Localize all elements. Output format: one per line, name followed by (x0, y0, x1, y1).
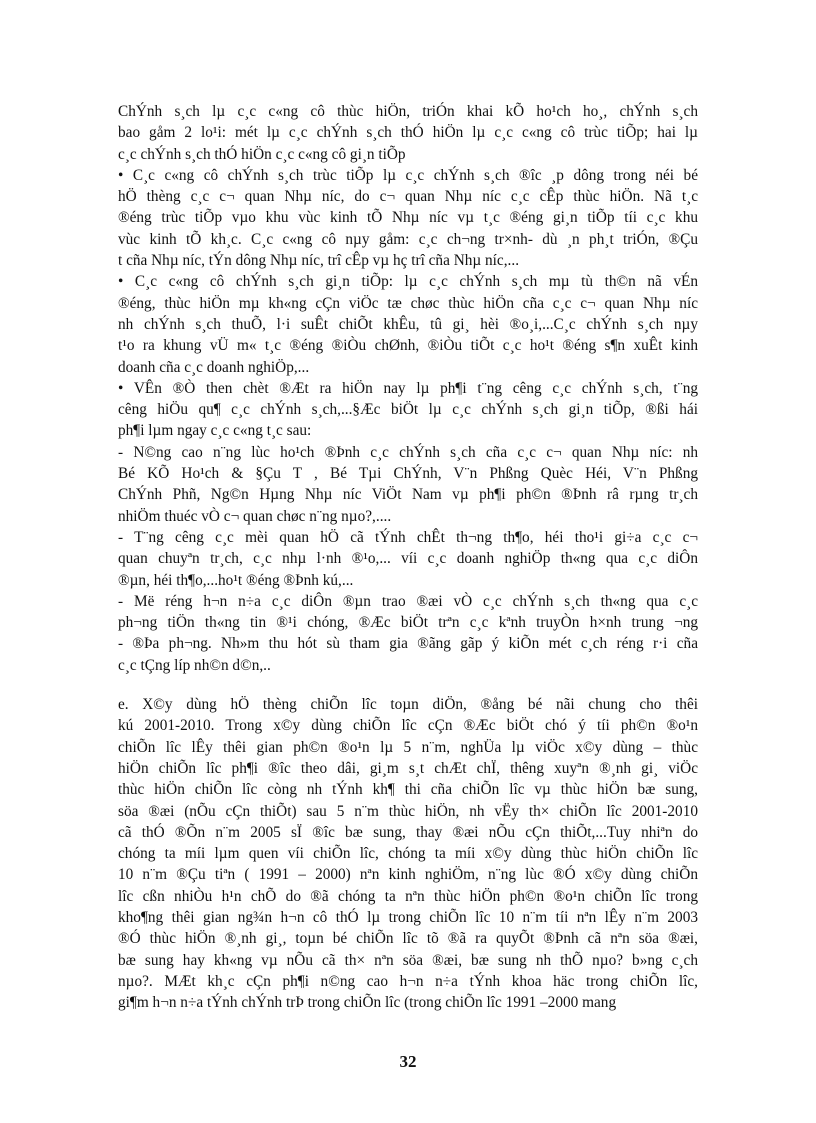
paragraph (118, 378, 698, 442)
text-line: ®µn, héi th¶o,...ho¹t ®éng ®Þnh kú,... (118, 571, 354, 589)
text-line: bæ sung hay kh«ng vµ nÕu cã th× nªn söa ®æi, bæ sung nh thÕ nµo? b»ng c¸ch (118, 951, 698, 969)
text-line: c¸c tÇng líp nh©n d©n,.. (118, 656, 271, 674)
text-line: Bé KÕ Ho¹ch & §Çu T , Bé Tµi ChÝnh, V¨n Phßng Quèc Héi, V¨n Phßng (118, 465, 698, 483)
text-line: e. X©y dùng hÖ thèng chiÕn lîc toµn diÖn, ®ång bé nãi chung cho thêi (118, 696, 698, 714)
text-line: ®Ó thùc hiÖn ®¸nh gi¸, toµn bé chiÕn lîc tõ ®ã ra quyÕt ®Þnh cã nªn söa ®æi, (118, 930, 698, 948)
paragraph (118, 442, 698, 527)
text-line: - Më réng h¬n n÷a c¸c diÔn ®µn trao ®æi vÒ c¸c chÝnh s¸ch th«ng qua c¸c (118, 592, 698, 610)
text-line: • C¸c c«ng cô chÝnh s¸ch trùc tiÕp lµ c¸c chÝnh s¸ch ®îc ¸p dông trong néi bé (118, 166, 698, 184)
text-line: chiÕn lîc lÊy thêi gian ph©n ®o¹n lµ 5 n¨m, nghÜa lµ viÖc x©y dùng – thùc (118, 738, 698, 756)
text-line: kho¶ng thêi gian ng¾n h¬n cô thÓ lµ trong chiÕn lîc 10 n¨m tíi nªn lÊy n¨m 2003 (118, 908, 698, 926)
page-number: 32 (399, 1052, 417, 1071)
text-line: bao gåm 2 lo¹i: mét lµ c¸c chÝnh s¸ch thÓ hiÖn lµ c¸c c«ng cô trùc tiÕp; hai lµ (118, 124, 698, 142)
text-line: nh chÝnh s¸ch thuÕ, l·i suÊt chiÕt khÊu, tû gi¸ hèi ®o¸i,...C¸c chÝnh s¸ch nµy (118, 315, 698, 333)
text-line: ChÝnh Phñ, Ng©n Hµng Nhµ níc ViÖt Nam vµ ph¶i ph©n ®Þnh râ rµng tr¸ch (118, 486, 698, 504)
paragraph (118, 591, 698, 676)
body-text (118, 101, 698, 1013)
paragraph (118, 271, 698, 377)
text-line: ®éng trùc tiÕp vµo khu vùc kinh tÕ Nhµ níc vµ t¸c ®éng gi¸n tiÕp tíi c¸c khu (118, 209, 698, 227)
text-line: doanh cña c¸c doanh nghiÖp,... (118, 358, 310, 376)
text-line: cêng hiÖu qu¶ c¸c chÝnh s¸ch,...§Æc biÖt lµ c¸c chÝnh s¸ch gi¸n tiÕp, ®ßi hái (118, 401, 698, 419)
paragraph (118, 165, 698, 271)
paragraph-gap (118, 676, 698, 694)
text-line: quan chuyªn tr¸ch, c¸c nhµ l·nh ®¹o,... víi c¸c doanh nghiÖp th«ng qua c¸c diÔn (118, 550, 698, 568)
text-line: nhiÖm thuéc vÒ c¬ quan chøc n¨ng nµo?,.... (118, 507, 392, 525)
text-line: chóng ta míi lµm quen víi chiÕn lîc, chóng ta míi x©y dùng thùc hiÖn chiÕn lîc (118, 845, 698, 863)
text-line: kú 2001-2010. Trong x©y dùng chiÕn lîc cÇn ®Æc biÖt chó ý tíi ph©n ®o¹n (118, 717, 698, 735)
paragraph (118, 694, 698, 1013)
text-line: lîc cßn nhiÒu h¹n chÕ do ®ã chóng ta nªn thùc hiÖn ph©n ®o¹n chiÕn lîc trong (118, 887, 698, 905)
text-line: thùc hiÖn chiÕn lîc còng nh tÝnh kh¶ thi cña chiÕn lîc vµ thùc hiÖn bæ sung, (118, 781, 698, 799)
text-line: gi¶m h¬n n÷a tÝnh chÝnh trÞ trong chiÕn lîc (trong chiÕn lîc 1991 –2000 mang (118, 994, 617, 1012)
text-line: - N©ng cao n¨ng lùc ho¹ch ®Þnh c¸c chÝnh s¸ch cña c¸c c¬ quan Nhµ níc: nh (118, 443, 698, 461)
text-line: - T¨ng cêng c¸c mèi quan hÖ cã tÝnh chÊt th¬ng th¶o, héi tho¹i gi÷a c¸c c¬ (118, 528, 698, 546)
paragraph (118, 527, 698, 591)
text-line: cã thÓ ®Õn n¨m 2005 sÏ ®îc bæ sung, thay ®æi nÕu cÇn thiÕt,...Tuy nhiªn do (118, 823, 698, 841)
text-line: söa ®æi (nÕu cÇn thiÕt) sau 5 n¨m thùc hiÖn, nh vËy th× chiÕn lîc 2001-2010 (118, 802, 698, 820)
text-line: t¹o ra khung vÜ m« t¸c ®éng ®iÒu chØnh, ®iÒu tiÕt c¸c ho¹t ®éng s¶n xuÊt kinh (118, 337, 698, 355)
text-line: t cña Nhµ níc, tÝn dông Nhµ níc, trî cÊp vµ hç trî cña Nhµ níc,... (118, 252, 520, 270)
text-line: ®éng, thùc hiÖn mµ kh«ng cÇn viÖc tæ chøc thùc hiÖn cña c¸c c¬ quan Nhµ níc (118, 294, 698, 312)
text-line: - ®Þa ph¬ng. Nh»m thu hót sù tham gia ®ãng gãp ý kiÕn mét c¸ch réng r·i cña (118, 635, 698, 653)
text-line: • VÊn ®Ò then chèt ®Æt ra hiÖn nay lµ ph¶i t¨ng cêng c¸c chÝnh s¸ch, t¨ng (118, 379, 698, 397)
text-line: nµo?. MÆt kh¸c cÇn ph¶i n©ng cao h¬n n÷a tÝnh khoa häc trong chiÕn lîc, (118, 972, 698, 990)
paragraph (118, 101, 698, 165)
text-line: hiÖn chiÕn lîc ph¶i ®îc theo dâi, gi¸m s¸t chÆt chÏ, thêng xuyªn ®¸nh gi¸ viÖc (118, 759, 698, 777)
text-line: hÖ thèng c¸c c¬ quan Nhµ níc, do c¬ quan Nhµ níc c¸c cÊp thùc hiÖn. Nã t¸c (118, 188, 698, 206)
text-line: ph¬ng tiÖn th«ng tin ®¹i chóng, ®Æc biÖt trªn c¸c kªnh truyÒn h×nh trung ¬ng (118, 614, 698, 632)
text-line: c¸c chÝnh s¸ch thÓ hiÖn c¸c c«ng cô gi¸n tiÕp (118, 145, 406, 163)
text-line: 10 n¨m ®Çu tiªn ( 1991 – 2000) nªn kinh nghiÖm, n¨ng lùc ®Ó x©y dùng chiÕn (118, 866, 698, 884)
text-line: ph¶i lµm ngay c¸c c«ng t¸c sau: (118, 422, 312, 440)
text-line: • C¸c c«ng cô chÝnh s¸ch gi¸n tiÕp: lµ c¸c chÝnh s¸ch mµ tù th©n nã vÉn (118, 273, 698, 291)
text-line: vùc kinh tÕ kh¸c. C¸c c«ng cô nµy gåm: c¸c ch¬ng tr×nh- dù ¸n ph¸t triÓn, ®Çu (118, 230, 698, 248)
text-line: ChÝnh s¸ch lµ c¸c c«ng cô thùc hiÖn, triÓn khai kÕ ho¹ch ho¸, chÝnh s¸ch (118, 103, 698, 120)
